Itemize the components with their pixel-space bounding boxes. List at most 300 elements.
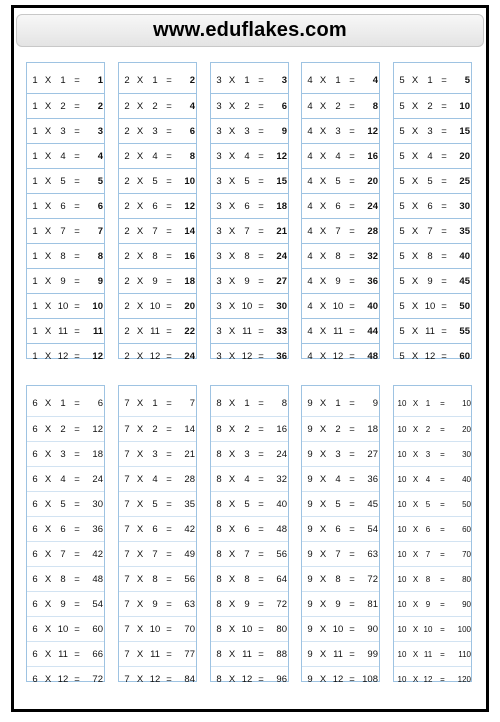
times-table-5: [393, 62, 472, 362]
times-sign: X: [319, 301, 327, 312]
multiplicand: 9: [307, 624, 313, 635]
product: 45: [459, 276, 470, 287]
product: 6: [97, 201, 103, 212]
product: 14: [184, 424, 195, 435]
times-sign: X: [44, 101, 52, 112]
multiplier: 4: [244, 474, 250, 485]
multiplicand: 5: [399, 101, 405, 112]
multiplier: 12: [423, 675, 433, 684]
product: 24: [276, 449, 287, 460]
multiplicand: 7: [124, 449, 130, 460]
times-sign: X: [412, 450, 419, 459]
multiplier: 2: [427, 101, 433, 112]
multiplicand: 4: [307, 226, 313, 237]
multiplicand: 9: [307, 674, 313, 685]
multiplier: 11: [242, 649, 252, 660]
multiplier: 11: [333, 326, 343, 337]
multiplier: 7: [335, 226, 341, 237]
equals-sign: =: [349, 201, 355, 212]
equals-sign: =: [258, 251, 264, 262]
times-sign: X: [136, 624, 144, 635]
multiplicand: 8: [216, 524, 222, 535]
multiplicand: 2: [124, 301, 130, 312]
equals-sign: =: [440, 500, 445, 509]
table-row: [394, 516, 471, 542]
product: 21: [276, 226, 287, 237]
times-table-1: [26, 62, 105, 362]
table-row: [302, 616, 379, 642]
product: 28: [184, 474, 195, 485]
equals-sign: =: [166, 201, 172, 212]
multiplier: 12: [241, 351, 253, 362]
multiplicand: 2: [124, 326, 130, 337]
product: 20: [184, 301, 195, 312]
multiplier: 2: [60, 101, 66, 112]
multiplier: 4: [244, 151, 250, 162]
times-sign: X: [412, 675, 419, 684]
equals-sign: =: [74, 649, 80, 660]
table-row: [394, 641, 471, 667]
equals-sign: =: [441, 326, 447, 337]
product: 72: [367, 574, 378, 585]
multiplier: 11: [425, 326, 435, 337]
multiplicand: 8: [216, 674, 222, 685]
multiplicand: 7: [124, 474, 130, 485]
product: 48: [367, 351, 378, 362]
multiplicand: 1: [32, 276, 38, 287]
multiplicand: 6: [32, 599, 38, 610]
multiplier: 6: [335, 524, 341, 535]
multiplier: 1: [244, 75, 250, 86]
multiplier: 3: [152, 126, 158, 137]
multiplier: 7: [60, 226, 66, 237]
multiplicand: 10: [397, 475, 407, 484]
multiplicand: 1: [32, 301, 38, 312]
table-row: [394, 268, 471, 294]
product: 20: [367, 176, 378, 187]
table-row: [27, 168, 104, 194]
table-row: [211, 641, 288, 667]
multiplicand: 6: [32, 398, 38, 409]
product: 2: [189, 75, 195, 86]
multiplier: 5: [335, 176, 341, 187]
times-sign: X: [136, 176, 144, 187]
times-sign: X: [228, 126, 236, 137]
equals-sign: =: [258, 326, 264, 337]
multiplicand: 2: [124, 151, 130, 162]
table-row: [27, 93, 104, 119]
product: 24: [92, 474, 103, 485]
equals-sign: =: [258, 549, 264, 560]
times-sign: X: [411, 251, 419, 262]
equals-sign: =: [166, 524, 172, 535]
equals-sign: =: [349, 398, 355, 409]
equals-sign: =: [441, 301, 447, 312]
equals-sign: =: [258, 499, 264, 510]
times-sign: X: [44, 176, 52, 187]
table-row: [27, 616, 104, 642]
equals-sign: =: [349, 424, 355, 435]
times-sign: X: [228, 176, 236, 187]
multiplier: 5: [60, 499, 66, 510]
multiplier: 8: [152, 251, 158, 262]
product: 12: [92, 424, 103, 435]
times-sign: X: [136, 674, 144, 685]
equals-sign: =: [349, 449, 355, 460]
table-row: [302, 591, 379, 617]
times-sign: X: [44, 574, 52, 585]
multiplicand: 10: [397, 650, 407, 659]
table-row: [119, 143, 196, 169]
product: 15: [276, 176, 287, 187]
product: 63: [184, 599, 195, 610]
multiplicand: 6: [32, 449, 38, 460]
product: 27: [276, 276, 287, 287]
product: 8: [372, 101, 378, 112]
equals-sign: =: [166, 176, 172, 187]
equals-sign: =: [441, 276, 447, 287]
multiplier: 2: [335, 424, 341, 435]
times-sign: X: [412, 550, 419, 559]
table-row: [119, 68, 196, 93]
product: 56: [184, 574, 195, 585]
times-sign: X: [44, 624, 52, 635]
product: 49: [184, 549, 195, 560]
product: 10: [459, 101, 470, 112]
multiplier: 9: [60, 276, 66, 287]
times-sign: X: [228, 424, 236, 435]
multiplicand: 1: [32, 126, 38, 137]
times-sign: X: [136, 599, 144, 610]
product: 60: [462, 525, 471, 534]
product: 5: [97, 176, 103, 187]
table-row: [394, 343, 471, 369]
equals-sign: =: [74, 624, 80, 635]
product: 54: [367, 524, 378, 535]
times-sign: X: [412, 525, 419, 534]
equals-sign: =: [440, 525, 445, 534]
times-sign: X: [228, 276, 236, 287]
multiplier: 8: [244, 251, 250, 262]
multiplicand: 10: [397, 600, 407, 609]
equals-sign: =: [440, 475, 445, 484]
multiplicand: 7: [124, 624, 130, 635]
product: 80: [462, 575, 471, 584]
product: 33: [276, 326, 287, 337]
multiplicand: 4: [307, 326, 313, 337]
equals-sign: =: [441, 351, 447, 362]
multiplier: 5: [335, 499, 341, 510]
times-sign: X: [44, 674, 52, 685]
multiplicand: 2: [124, 75, 130, 86]
multiplicand: 3: [216, 101, 222, 112]
multiplier: 6: [60, 201, 66, 212]
table-row: [27, 566, 104, 592]
table-row: [394, 616, 471, 642]
table-row: [27, 591, 104, 617]
table-row: [302, 441, 379, 467]
multiplicand: 4: [307, 301, 313, 312]
multiplier: 7: [427, 226, 433, 237]
equals-sign: =: [74, 549, 80, 560]
equals-sign: =: [74, 226, 80, 237]
times-sign: X: [411, 326, 419, 337]
multiplier: 12: [149, 674, 161, 685]
product: 7: [97, 226, 103, 237]
table-row: [302, 416, 379, 442]
product: 55: [459, 326, 470, 337]
multiplier: 7: [244, 549, 250, 560]
multiplier: 6: [425, 525, 431, 534]
times-sign: X: [44, 75, 52, 86]
product: 50: [459, 301, 470, 312]
equals-sign: =: [349, 649, 355, 660]
product: 88: [276, 649, 287, 660]
multiplicand: 5: [399, 301, 405, 312]
times-sign: X: [319, 499, 327, 510]
multiplier: 7: [244, 226, 250, 237]
product: 9: [97, 276, 103, 287]
product: 80: [276, 624, 287, 635]
table-row: [119, 541, 196, 567]
product: 12: [184, 201, 195, 212]
multiplicand: 1: [32, 326, 38, 337]
table-row: [302, 391, 379, 416]
times-sign: X: [44, 424, 52, 435]
multiplicand: 10: [397, 399, 407, 408]
equals-sign: =: [258, 424, 264, 435]
times-sign: X: [136, 75, 144, 86]
product: 70: [462, 550, 471, 559]
multiplier: 11: [333, 649, 343, 660]
table-row: [211, 616, 288, 642]
times-sign: X: [228, 301, 236, 312]
multiplicand: 2: [124, 251, 130, 262]
product: 18: [276, 201, 287, 212]
multiplicand: 10: [397, 425, 407, 434]
table-row: [119, 168, 196, 194]
times-sign: X: [136, 301, 144, 312]
multiplicand: 8: [216, 574, 222, 585]
table-row: [302, 118, 379, 144]
times-sign: X: [412, 399, 419, 408]
multiplier: 10: [57, 624, 69, 635]
times-sign: X: [319, 176, 327, 187]
multiplier: 6: [152, 524, 158, 535]
multiplier: 4: [60, 474, 66, 485]
table-row: [302, 541, 379, 567]
product: 24: [367, 201, 378, 212]
table-row: [27, 416, 104, 442]
times-sign: X: [319, 574, 327, 585]
times-sign: X: [228, 624, 236, 635]
product: 40: [276, 499, 287, 510]
table-row: [119, 641, 196, 667]
multiplier: 12: [57, 351, 69, 362]
times-sign: X: [136, 326, 144, 337]
multiplicand: 6: [32, 499, 38, 510]
multiplicand: 9: [307, 549, 313, 560]
multiplicand: 1: [32, 151, 38, 162]
multiplier: 12: [241, 674, 253, 685]
times-sign: X: [228, 674, 236, 685]
times-sign: X: [228, 574, 236, 585]
multiplier: 12: [424, 351, 436, 362]
multiplicand: 2: [124, 201, 130, 212]
multiplier: 3: [335, 126, 341, 137]
multiplicand: 2: [124, 226, 130, 237]
multiplier: 10: [241, 301, 253, 312]
multiplicand: 1: [32, 226, 38, 237]
product: 12: [92, 351, 103, 362]
times-sign: X: [136, 398, 144, 409]
equals-sign: =: [349, 624, 355, 635]
multiplicand: 10: [397, 575, 407, 584]
multiplicand: 1: [32, 75, 38, 86]
table-row: [119, 343, 196, 369]
times-sign: X: [228, 549, 236, 560]
multiplier: 11: [150, 326, 160, 337]
table-row: [302, 68, 379, 93]
equals-sign: =: [74, 449, 80, 460]
table-row: [394, 466, 471, 492]
equals-sign: =: [166, 424, 172, 435]
multiplier: 4: [335, 151, 341, 162]
equals-sign: =: [349, 301, 355, 312]
table-row: [211, 293, 288, 319]
table-row: [302, 666, 379, 692]
multiplier: 1: [244, 398, 250, 409]
times-sign: X: [319, 226, 327, 237]
times-sign: X: [228, 449, 236, 460]
product: 30: [459, 201, 470, 212]
equals-sign: =: [258, 351, 264, 362]
table-row: [211, 93, 288, 119]
equals-sign: =: [258, 649, 264, 660]
times-sign: X: [44, 201, 52, 212]
equals-sign: =: [166, 499, 172, 510]
table-row: [211, 391, 288, 416]
table-row: [302, 566, 379, 592]
times-sign: X: [319, 599, 327, 610]
multiplier: 12: [332, 674, 344, 685]
table-row: [211, 541, 288, 567]
multiplier: 3: [152, 449, 158, 460]
times-sign: X: [228, 524, 236, 535]
times-table-3: [210, 62, 289, 362]
product: 60: [459, 351, 470, 362]
multiplicand: 3: [216, 151, 222, 162]
table-row: [211, 268, 288, 294]
multiplicand: 3: [216, 326, 222, 337]
multiplicand: 5: [399, 151, 405, 162]
equals-sign: =: [349, 549, 355, 560]
table-row: [119, 491, 196, 517]
product: 72: [276, 599, 287, 610]
multiplicand: 5: [399, 226, 405, 237]
multiplier: 7: [335, 549, 341, 560]
multiplicand: 10: [397, 525, 407, 534]
multiplier: 10: [149, 301, 161, 312]
product: 7: [189, 398, 195, 409]
multiplicand: 5: [399, 351, 405, 362]
table-row: [211, 441, 288, 467]
table-row: [119, 391, 196, 416]
times-sign: X: [411, 301, 419, 312]
equals-sign: =: [440, 425, 445, 434]
equals-sign: =: [166, 276, 172, 287]
times-sign: X: [411, 75, 419, 86]
multiplicand: 5: [399, 251, 405, 262]
times-sign: X: [411, 126, 419, 137]
multiplier: 2: [60, 424, 66, 435]
table-row: [394, 118, 471, 144]
multiplier: 8: [335, 574, 341, 585]
multiplicand: 4: [307, 351, 313, 362]
equals-sign: =: [349, 499, 355, 510]
multiplicand: 9: [307, 574, 313, 585]
equals-sign: =: [74, 424, 80, 435]
product: 27: [367, 449, 378, 460]
product: 120: [457, 675, 471, 684]
multiplicand: 10: [397, 500, 407, 509]
equals-sign: =: [74, 351, 80, 362]
product: 36: [367, 474, 378, 485]
multiplier: 6: [244, 524, 250, 535]
table-row: [394, 318, 471, 344]
table-row: [27, 118, 104, 144]
times-sign: X: [44, 351, 52, 362]
table-row: [211, 343, 288, 369]
multiplicand: 7: [124, 649, 130, 660]
multiplier: 5: [244, 499, 250, 510]
times-sign: X: [44, 301, 52, 312]
product: 3: [97, 126, 103, 137]
times-sign: X: [412, 475, 419, 484]
multiplicand: 10: [397, 450, 407, 459]
multiplicand: 2: [124, 176, 130, 187]
multiplier: 8: [427, 251, 433, 262]
multiplier: 9: [244, 599, 250, 610]
multiplier: 1: [335, 398, 341, 409]
multiplier: 6: [152, 201, 158, 212]
table-row: [394, 243, 471, 269]
equals-sign: =: [349, 251, 355, 262]
multiplier: 10: [332, 301, 344, 312]
product: 8: [189, 151, 195, 162]
equals-sign: =: [166, 649, 172, 660]
product: 10: [92, 301, 103, 312]
multiplier: 10: [241, 624, 253, 635]
table-row: [394, 566, 471, 592]
equals-sign: =: [74, 499, 80, 510]
times-sign: X: [319, 351, 327, 362]
multiplicand: 3: [216, 75, 222, 86]
equals-sign: =: [349, 176, 355, 187]
equals-sign: =: [74, 276, 80, 287]
times-sign: X: [228, 101, 236, 112]
times-table-4: [301, 62, 380, 362]
multiplicand: 4: [307, 276, 313, 287]
equals-sign: =: [349, 674, 355, 685]
product: 6: [281, 101, 287, 112]
product: 110: [458, 650, 471, 659]
equals-sign: =: [166, 674, 172, 685]
product: 20: [459, 151, 470, 162]
multiplier: 3: [244, 126, 250, 137]
table-row: [119, 93, 196, 119]
table-row: [27, 243, 104, 269]
